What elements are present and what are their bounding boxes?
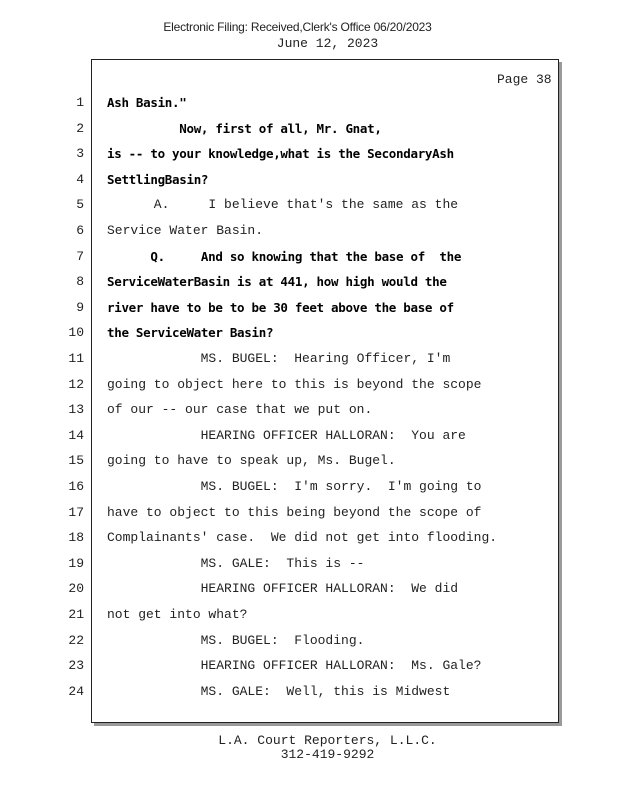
- line-number: 7: [76, 249, 84, 264]
- transcript-line: going to have to speak up, Ms. Bugel.: [107, 453, 396, 468]
- transcript-line: the ServiceWater Basin?: [107, 325, 274, 340]
- line-number: 11: [68, 351, 84, 366]
- transcript-line: have to object to this being beyond the scope of: [107, 505, 482, 520]
- line-number: 20: [68, 581, 84, 596]
- transcript-line: of our -- our case that we put on.: [107, 402, 373, 417]
- transcript-line: MS. BUGEL: Hearing Officer, I'm: [107, 351, 451, 366]
- transcript-line: not get into what?: [107, 607, 248, 622]
- transcript-line: HEARING OFFICER HALLORAN: We did: [107, 581, 459, 596]
- line-number: 1: [76, 95, 84, 110]
- line-number: 21: [68, 607, 84, 622]
- transcript-line: MS. BUGEL: Flooding.: [107, 633, 365, 648]
- line-number: 14: [68, 428, 84, 443]
- transcript-line: ServiceWaterBasin is at 441, how high would the: [107, 274, 447, 289]
- transcript-line: Service Water Basin.: [107, 223, 264, 238]
- transcript-line: Now, first of all, Mr. Gnat,: [107, 121, 382, 136]
- transcript-line: HEARING OFFICER HALLORAN: You are: [107, 428, 466, 443]
- transcript-line: HEARING OFFICER HALLORAN: Ms. Gale?: [107, 658, 482, 673]
- line-number: 6: [76, 223, 84, 238]
- footer-phone: 312-419-9292: [280, 747, 375, 762]
- transcript-line: Q. And so knowing that the base of the: [107, 249, 462, 264]
- line-number: 4: [76, 172, 84, 187]
- transcript-line: Complainants' case. We did not get into flooding.: [107, 530, 498, 545]
- transcript-line: is -- to your knowledge,what is the SecondaryAsh: [107, 146, 454, 161]
- transcript-line: going to object here to this is beyond the scope: [107, 377, 482, 392]
- line-number: 16: [68, 479, 84, 494]
- transcript-date: June 12, 2023: [276, 36, 379, 51]
- line-number: 22: [68, 633, 84, 648]
- line-number: 12: [68, 377, 84, 392]
- line-number: 24: [68, 684, 84, 699]
- transcript-line: MS. GALE: This is --: [107, 556, 365, 571]
- line-number: 15: [68, 453, 84, 468]
- filing-stamp: Electronic Filing: Received,Clerk's Office 06/20/2023: [163, 20, 432, 34]
- line-number: 9: [76, 300, 84, 315]
- line-number: 3: [76, 146, 84, 161]
- transcript-line: SettlingBasin?: [107, 172, 209, 187]
- line-number: 23: [68, 658, 84, 673]
- line-number: 17: [68, 505, 84, 520]
- footer-company: L.A. Court Reporters, L.L.C.: [218, 733, 437, 748]
- line-number: 13: [68, 402, 84, 417]
- line-number: 2: [76, 121, 84, 136]
- transcript-line: MS. GALE: Well, this is Midwest: [107, 684, 451, 699]
- transcript-line: river have to be to be 30 feet above the base of: [107, 300, 454, 315]
- transcript-line: Ash Basin.": [107, 95, 187, 110]
- line-number: 8: [76, 274, 84, 289]
- line-number: 18: [68, 530, 84, 545]
- transcript-line: A. I believe that's the same as the: [107, 197, 459, 212]
- line-number: 10: [68, 325, 84, 340]
- transcript-line: MS. BUGEL: I'm sorry. I'm going to: [107, 479, 482, 494]
- page-number: Page 38: [497, 72, 552, 87]
- line-number: 19: [68, 556, 84, 571]
- line-number: 5: [76, 197, 84, 212]
